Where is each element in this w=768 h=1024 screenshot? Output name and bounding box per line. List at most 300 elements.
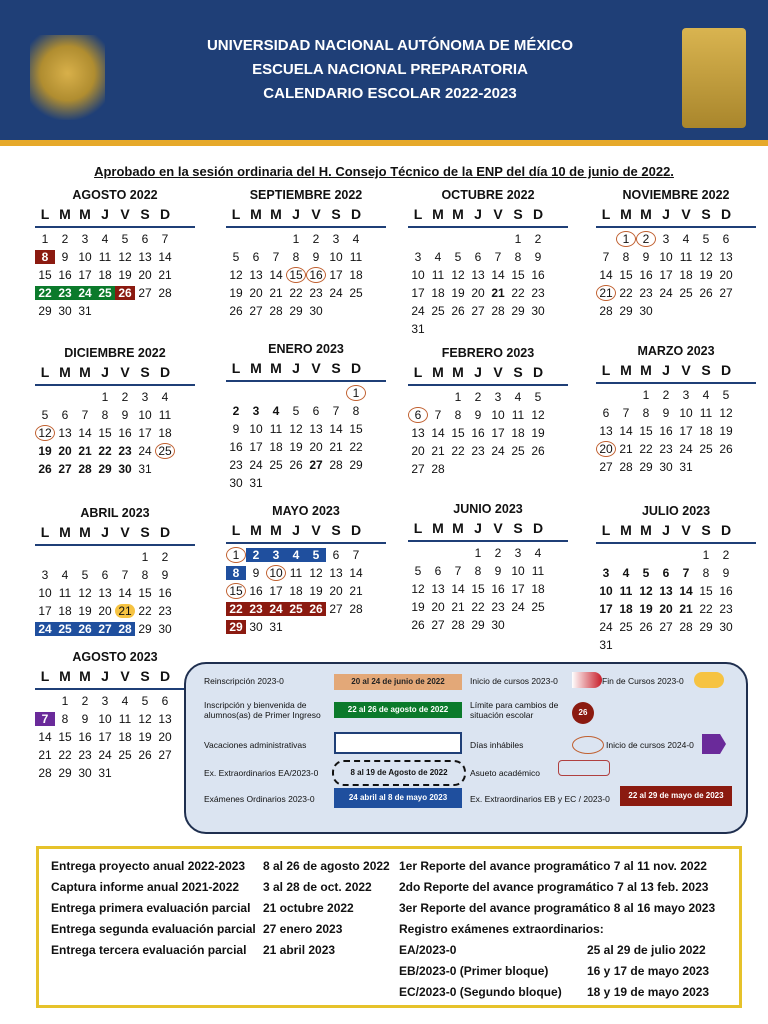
- day-cell: 31: [98, 766, 112, 780]
- legend-limite: Límite para cambios de situación escolar: [470, 700, 559, 720]
- month-title: MARZO 2023: [637, 344, 715, 358]
- weekday-label: L: [601, 522, 611, 538]
- month-title: ABRIL 2023: [80, 506, 150, 520]
- day-cell: 2: [662, 388, 670, 402]
- day-cell: 5: [454, 250, 462, 264]
- weekday-label: D: [532, 364, 544, 380]
- day-cell: 31: [411, 322, 425, 336]
- day-cell: 14: [431, 426, 445, 440]
- day-cell: 2: [232, 404, 240, 418]
- weekday-label: J: [662, 522, 670, 538]
- weekday-label: M: [79, 668, 91, 684]
- weekday-label: D: [720, 362, 732, 378]
- day-cell: 21: [349, 584, 363, 598]
- day-cell: 11: [58, 586, 72, 600]
- day-cell: 9: [81, 712, 89, 726]
- day-cell: 7: [352, 548, 360, 562]
- deadline-date-5: 21 abril 2023: [263, 943, 336, 957]
- day-cell: 15: [226, 583, 246, 599]
- weekday-label: V: [681, 362, 691, 378]
- day-cell: 16: [229, 440, 243, 454]
- day-cell: 21: [329, 440, 343, 454]
- day-cell: 22: [619, 286, 633, 300]
- day-cell: 1: [702, 548, 710, 562]
- day-cell: 19: [451, 286, 465, 300]
- day-cell: 9: [121, 408, 129, 422]
- weekday-label: S: [140, 206, 150, 222]
- month-0: [35, 188, 195, 320]
- day-cell: 26: [719, 442, 733, 456]
- day-cell: 12: [229, 268, 243, 282]
- month-title: JUNIO 2023: [453, 502, 523, 516]
- day-cell: 14: [679, 584, 693, 598]
- day-cell: 20: [596, 441, 616, 457]
- day-cell: 2: [312, 232, 320, 246]
- month-6: [408, 346, 568, 478]
- day-cell: 18: [158, 426, 172, 440]
- weekday-label: J: [474, 364, 482, 380]
- day-cell: 6: [602, 406, 610, 420]
- month-title: OCTUBRE 2022: [441, 188, 535, 202]
- day-cell: 11: [511, 408, 525, 422]
- day-cell: 1: [454, 390, 462, 404]
- weekday-header: [408, 364, 568, 386]
- day-cell: 23: [719, 602, 733, 616]
- day-cell: 18: [531, 582, 545, 596]
- day-grid: [596, 230, 756, 320]
- day-cell: 3: [662, 232, 670, 246]
- day-cell: 18: [58, 604, 72, 618]
- deadline-label-2: Captura informe anual 2021-2022: [51, 880, 240, 894]
- day-cell: 8: [141, 568, 149, 582]
- day-cell: 22: [639, 442, 653, 456]
- day-cell: 14: [78, 426, 92, 440]
- weekday-label: J: [101, 206, 109, 222]
- day-cell: 30: [158, 622, 172, 636]
- day-cell: 25: [55, 622, 75, 636]
- day-cell: 5: [534, 390, 542, 404]
- day-cell: 14: [38, 730, 52, 744]
- month-title: JULIO 2023: [641, 504, 711, 518]
- day-cell: 5: [141, 694, 149, 708]
- weekday-label: D: [532, 520, 544, 536]
- day-cell: 28: [599, 304, 613, 318]
- day-cell: 23: [491, 600, 505, 614]
- day-cell: 27: [599, 460, 613, 474]
- day-cell: 8: [642, 406, 650, 420]
- day-cell: 13: [599, 424, 613, 438]
- weekday-label: S: [701, 522, 711, 538]
- weekday-label: M: [250, 522, 262, 538]
- day-cell: 6: [332, 548, 340, 562]
- day-cell: 13: [249, 268, 263, 282]
- day-cell: 6: [722, 232, 730, 246]
- legend-vacaciones: Vacaciones administrativas: [204, 740, 307, 750]
- legend-ordinarios-dates: 24 abril al 8 de mayo 2023: [334, 788, 462, 808]
- day-cell: 11: [118, 712, 132, 726]
- weekday-label: V: [493, 206, 503, 222]
- day-cell: 8: [35, 250, 55, 264]
- day-cell: 8: [292, 250, 300, 264]
- legend-inicio-2024-swatch: [702, 734, 726, 754]
- day-cell: 6: [141, 232, 149, 246]
- day-cell: 19: [229, 286, 243, 300]
- registro-ea-date: 25 al 29 de julio 2022: [587, 943, 706, 957]
- weekday-label: M: [59, 668, 71, 684]
- day-cell: 5: [414, 564, 422, 578]
- day-cell: 31: [679, 460, 693, 474]
- legend-inicio-cursos: Inicio de cursos 2023-0: [470, 676, 558, 686]
- weekday-label: V: [120, 206, 130, 222]
- month-title: AGOSTO 2022: [72, 188, 158, 202]
- day-cell: 28: [679, 620, 693, 634]
- day-cell: 10: [411, 268, 425, 282]
- day-cell: 1: [141, 550, 149, 564]
- day-cell: 19: [289, 440, 303, 454]
- day-cell: 9: [61, 250, 69, 264]
- weekday-label: V: [120, 524, 130, 540]
- month-title: AGOSTO 2023: [72, 650, 158, 664]
- day-cell: 23: [309, 286, 323, 300]
- day-cell: 26: [229, 304, 243, 318]
- day-cell: 15: [511, 268, 525, 282]
- registro-ec-date: 18 y 19 de mayo 2023: [587, 985, 710, 999]
- legend-fin-cursos: Fin de Cursos 2023-0: [602, 676, 684, 686]
- day-cell: 4: [514, 390, 522, 404]
- day-cell: 8: [514, 250, 522, 264]
- legend-inicio-swatch: [572, 672, 602, 688]
- day-cell: 30: [659, 460, 673, 474]
- day-cell: 25: [118, 748, 132, 762]
- weekday-label: S: [701, 362, 711, 378]
- day-cell: 3: [514, 546, 522, 560]
- day-cell: 24: [679, 442, 693, 456]
- day-cell: 18: [349, 268, 363, 282]
- weekday-label: M: [250, 206, 262, 222]
- day-cell: 5: [306, 548, 326, 562]
- registro-ea-label: EA/2023-0: [399, 943, 457, 957]
- day-cell: 5: [232, 250, 240, 264]
- day-cell: 23: [246, 602, 266, 616]
- day-cell: 24: [249, 458, 263, 472]
- calendar-title: CALENDARIO ESCOLAR 2022-2023: [263, 85, 517, 102]
- day-cell: 18: [679, 268, 693, 282]
- day-cell: 19: [699, 268, 713, 282]
- day-cell: 1: [474, 546, 482, 560]
- day-cell: 15: [699, 584, 713, 598]
- day-cell: 9: [232, 422, 240, 436]
- weekday-label: M: [640, 522, 652, 538]
- day-cell: 24: [75, 286, 95, 300]
- registro-ec-label: EC/2023-0 (Segundo bloque): [399, 985, 562, 999]
- day-cell: 22: [511, 286, 525, 300]
- day-cell: 10: [78, 250, 92, 264]
- day-cell: 19: [138, 730, 152, 744]
- day-cell: 17: [329, 268, 343, 282]
- day-cell: 31: [138, 462, 152, 476]
- weekday-header: [226, 206, 386, 228]
- day-cell: 23: [471, 444, 485, 458]
- header-titles: [130, 34, 650, 106]
- day-cell: 27: [431, 618, 445, 632]
- day-cell: 7: [682, 566, 690, 580]
- weekday-label: S: [140, 364, 150, 380]
- day-cell: 17: [249, 440, 263, 454]
- day-cell: 25: [699, 442, 713, 456]
- day-cell: 25: [531, 600, 545, 614]
- day-cell: 10: [266, 565, 286, 581]
- day-cell: 8: [61, 712, 69, 726]
- weekday-label: S: [513, 206, 523, 222]
- day-cell: 26: [38, 462, 52, 476]
- day-cell: 9: [312, 250, 320, 264]
- day-cell: 5: [702, 232, 710, 246]
- day-cell: 18: [511, 426, 525, 440]
- day-cell: 16: [639, 268, 653, 282]
- day-cell: 19: [78, 604, 92, 618]
- day-cell: 24: [659, 286, 673, 300]
- day-cell: 8: [226, 566, 246, 580]
- day-grid: [408, 230, 568, 338]
- day-cell: 28: [38, 766, 52, 780]
- day-cell: 14: [451, 582, 465, 596]
- day-cell: 24: [599, 620, 613, 634]
- day-cell: 7: [494, 250, 502, 264]
- legend-asueto-swatch: [558, 760, 610, 776]
- month-2: [408, 188, 568, 338]
- day-cell: 28: [78, 462, 92, 476]
- day-cell: 19: [411, 600, 425, 614]
- weekday-label: J: [292, 522, 300, 538]
- weekday-label: D: [159, 524, 171, 540]
- day-cell: 3: [332, 232, 340, 246]
- weekday-label: L: [413, 206, 423, 222]
- day-cell: 25: [619, 620, 633, 634]
- month-7: [596, 344, 756, 476]
- day-cell: 15: [639, 424, 653, 438]
- day-cell: 5: [642, 566, 650, 580]
- day-cell: 14: [158, 250, 172, 264]
- deadline-label-3: Entrega primera evaluación parcial: [51, 901, 251, 915]
- month-11: [596, 504, 756, 654]
- day-cell: 20: [138, 268, 152, 282]
- weekday-label: M: [59, 206, 71, 222]
- day-cell: 16: [118, 426, 132, 440]
- day-cell: 30: [229, 476, 243, 490]
- day-cell: 22: [226, 602, 246, 616]
- day-cell: 21: [269, 286, 283, 300]
- day-cell: 22: [289, 286, 303, 300]
- day-cell: 20: [411, 444, 425, 458]
- deadline-date-2: 3 al 28 de oct. 2022: [263, 880, 372, 894]
- day-cell: 26: [289, 458, 303, 472]
- day-cell: 4: [161, 390, 169, 404]
- day-cell: 29: [639, 460, 653, 474]
- day-cell: 12: [35, 425, 55, 441]
- day-cell: 11: [679, 250, 693, 264]
- day-cell: 4: [622, 566, 630, 580]
- weekday-label: S: [140, 524, 150, 540]
- day-cell: 17: [659, 268, 673, 282]
- weekday-header: [35, 668, 195, 690]
- day-cell: 14: [619, 424, 633, 438]
- weekday-label: V: [493, 364, 503, 380]
- day-cell: 12: [138, 712, 152, 726]
- day-cell: 29: [98, 462, 112, 476]
- day-cell: 9: [662, 406, 670, 420]
- weekday-label: J: [662, 206, 670, 222]
- month-4: [35, 346, 195, 478]
- day-cell: 11: [699, 406, 713, 420]
- weekday-header: [35, 364, 195, 386]
- day-cell: 9: [494, 564, 502, 578]
- day-cell: 7: [602, 250, 610, 264]
- day-cell: 21: [619, 442, 633, 456]
- weekday-label: V: [681, 522, 691, 538]
- day-cell: 22: [451, 444, 465, 458]
- day-cell: 26: [699, 286, 713, 300]
- day-cell: 20: [98, 604, 112, 618]
- month-title: ENERO 2023: [268, 342, 344, 356]
- day-cell: 29: [619, 304, 633, 318]
- day-cell: 15: [58, 730, 72, 744]
- day-cell: 3: [101, 694, 109, 708]
- day-cell: 22: [138, 604, 152, 618]
- weekday-label: D: [159, 668, 171, 684]
- day-cell: 5: [41, 408, 49, 422]
- day-cell: 17: [679, 424, 693, 438]
- weekday-label: L: [40, 524, 50, 540]
- deadline-label-1: Entrega proyecto anual 2022-2023: [51, 859, 246, 873]
- month-9: [226, 504, 386, 636]
- weekday-label: M: [432, 520, 444, 536]
- day-cell: 16: [471, 426, 485, 440]
- day-cell: 20: [329, 584, 343, 598]
- day-cell: 17: [411, 286, 425, 300]
- day-cell: 17: [138, 426, 152, 440]
- day-cell: 10: [249, 422, 263, 436]
- day-cell: 17: [269, 584, 283, 598]
- day-cell: 18: [699, 424, 713, 438]
- day-cell: 18: [289, 584, 303, 598]
- weekday-label: V: [120, 668, 130, 684]
- day-cell: 18: [269, 440, 283, 454]
- day-cell: 9: [642, 250, 650, 264]
- weekday-label: L: [40, 668, 50, 684]
- day-cell: 15: [98, 426, 112, 440]
- day-cell: 25: [155, 443, 175, 459]
- weekday-label: M: [640, 206, 652, 222]
- weekday-label: M: [270, 360, 282, 376]
- month-title: DICIEMBRE 2022: [64, 346, 166, 360]
- day-cell: 20: [659, 602, 673, 616]
- weekday-header: [408, 206, 568, 228]
- day-cell: 18: [431, 286, 445, 300]
- day-cell: 1: [61, 694, 69, 708]
- legend-ordinarios: Exámenes Ordinarios 2023-0: [204, 794, 315, 804]
- weekday-label: L: [413, 364, 423, 380]
- weekday-header: [408, 520, 568, 542]
- registro-eb-date: 16 y 17 de mayo 2023: [587, 964, 710, 978]
- weekday-label: L: [231, 522, 241, 538]
- day-grid: [408, 388, 568, 478]
- day-cell: 5: [292, 404, 300, 418]
- day-cell: 5: [722, 388, 730, 402]
- weekday-label: M: [79, 524, 91, 540]
- day-cell: 1: [514, 232, 522, 246]
- day-cell: 31: [249, 476, 263, 490]
- day-cell: 3: [494, 390, 502, 404]
- report-2: 2do Reporte del avance programático 7 al 13 feb. 2023: [399, 880, 709, 894]
- weekday-label: M: [452, 520, 464, 536]
- weekday-label: M: [620, 206, 632, 222]
- day-grid: [226, 546, 386, 636]
- day-grid: [35, 692, 195, 782]
- day-cell: 30: [531, 304, 545, 318]
- day-cell: 5: [81, 568, 89, 582]
- weekday-header: [226, 360, 386, 382]
- day-cell: 23: [229, 458, 243, 472]
- legend-inhabiles-swatch: [572, 736, 604, 754]
- day-cell: 24: [511, 600, 525, 614]
- day-cell: 22: [58, 748, 72, 762]
- day-cell: 11: [619, 584, 633, 598]
- weekday-label: M: [270, 522, 282, 538]
- day-cell: 20: [158, 730, 172, 744]
- unam-logo: [30, 35, 105, 120]
- enp-logo: [682, 28, 746, 128]
- day-cell: 15: [38, 268, 52, 282]
- day-cell: 6: [101, 568, 109, 582]
- day-cell: 11: [289, 566, 303, 580]
- header-banner: [0, 0, 768, 146]
- weekday-label: S: [140, 668, 150, 684]
- day-cell: 25: [269, 458, 283, 472]
- day-cell: 15: [138, 586, 152, 600]
- day-cell: 22: [699, 602, 713, 616]
- day-cell: 24: [329, 286, 343, 300]
- day-cell: 14: [118, 586, 132, 600]
- weekday-label: M: [620, 522, 632, 538]
- day-cell: 2: [161, 550, 169, 564]
- day-cell: 4: [434, 250, 442, 264]
- weekday-label: S: [331, 360, 341, 376]
- day-cell: 16: [158, 586, 172, 600]
- day-cell: 11: [269, 422, 283, 436]
- day-cell: 27: [138, 286, 152, 300]
- day-cell: 12: [78, 586, 92, 600]
- day-cell: 24: [266, 602, 286, 616]
- day-cell: 4: [682, 232, 690, 246]
- day-cell: 20: [431, 600, 445, 614]
- day-cell: 7: [161, 232, 169, 246]
- day-cell: 11: [158, 408, 172, 422]
- day-cell: 26: [115, 286, 135, 300]
- legend-inhabiles: Días inhábiles: [470, 740, 524, 750]
- weekday-label: M: [640, 362, 652, 378]
- day-cell: 30: [491, 618, 505, 632]
- weekday-label: D: [350, 522, 362, 538]
- weekday-label: J: [292, 360, 300, 376]
- day-grid: [35, 230, 195, 320]
- weekday-label: J: [101, 524, 109, 540]
- day-cell: 1: [346, 385, 366, 401]
- day-cell: 15: [471, 582, 485, 596]
- weekday-label: M: [270, 206, 282, 222]
- weekday-label: M: [432, 364, 444, 380]
- legend-ea: Ex. Extraordinarios EA/2023-0: [204, 768, 319, 778]
- day-cell: 10: [329, 250, 343, 264]
